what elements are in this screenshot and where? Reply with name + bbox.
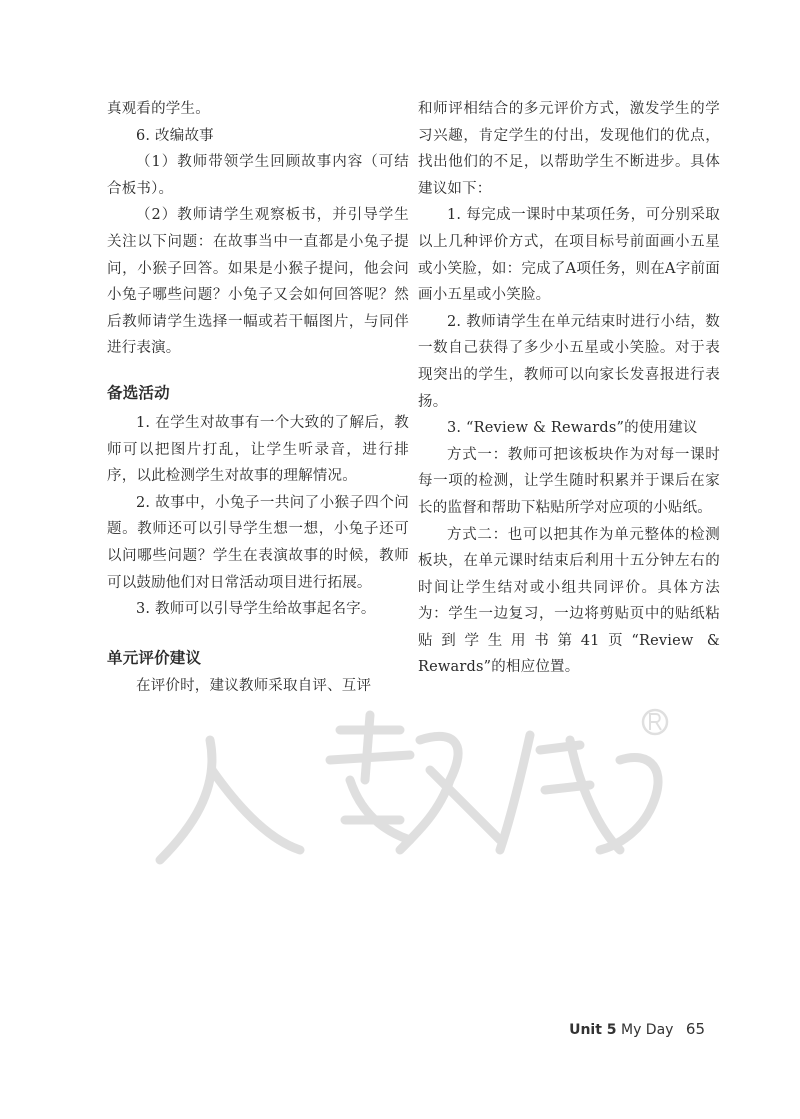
paragraph: 在评价时，建议教师采取自评、互评 [136,677,372,694]
paragraph: 3. 教师可以引导学生给故事起名字。 [136,601,376,618]
page-number: 65 [685,1020,705,1038]
left-column [107,96,409,699]
paragraph: 和师评相结合的多元评价方式，激发学生的学习兴趣，肯定学生的付出，发现他们的优点，找出他们的不足，以帮助学生不断进步。具体建议如下： [418,101,720,197]
paragraph: （1）教师带领学生回顾故事内容（可结合板书）。 [107,154,409,197]
paragraph: 真观看的学生。 [107,101,210,117]
right-column [418,96,720,681]
paragraph: 3. “Review & Rewards”的使用建议 [447,420,698,437]
paragraph: 2. 故事中，小兔子一共问了小猴子四个问题。教师还可以引导学生想一想，小兔子还可以问哪些问题？学生在表演故事的时候，教师可以鼓励他们对日常活动项目进行拓展。 [107,494,409,591]
page-footer [569,1020,705,1038]
heading-alternative-activities: 备选活动 [107,383,170,402]
paragraph: 方式一：教师可把该板块作为对每一课时每一项的检测，让学生随时积累并于课后在家长的监督和帮助下粘贴所学对应项的小贴纸。 [418,446,720,516]
paragraph: 方式二：也可以把其作为单元整体的检测板块，在单元课时结束后利用十五分钟左右的时间让学生结对或小组共同评价。具体方法为：学生一边复习，一边将剪贴页中的贴纸粘贴到学生用书第41页“Review & Rewards”的相应位置。 [418,526,720,676]
heading-unit-evaluation: 单元评价建议 [107,648,202,667]
unit-title: My Day [620,1022,674,1038]
unit-label: Unit 5 [569,1022,617,1038]
publisher-logo-watermark-icon [150,700,690,870]
paragraph: 1. 每完成一课时中某项任务，可分别采取以上几种评价方式，在项目标号前面画小五星或小笑脸，如：完成了A项任务，则在A字前面画小五星或小笑脸。 [418,207,720,304]
paragraph: 1. 在学生对故事有一个大致的了解后，教师可以把图片打乱，让学生听录音，进行排序，以此检测学生对故事的理解情况。 [107,414,409,485]
paragraph: 2. 教师请学生在单元结束时进行小结，数一数自己获得了多少小五星或小笑脸。对于表现突出的学生，教师可以向家长发喜报进行表扬。 [418,313,720,410]
paragraph: （2）教师请学生观察板书，并引导学生关注以下问题：在故事当中一直都是小兔子提问，小猴子回答。如果是小猴子提问，他会问小兔子哪些问题？小兔子又会如何回答呢？然后教师请学生选择一幅或若干幅图片，与同伴进行表演。 [107,207,409,357]
section-title-rewrite-story: 6. 改编故事 [136,127,214,144]
